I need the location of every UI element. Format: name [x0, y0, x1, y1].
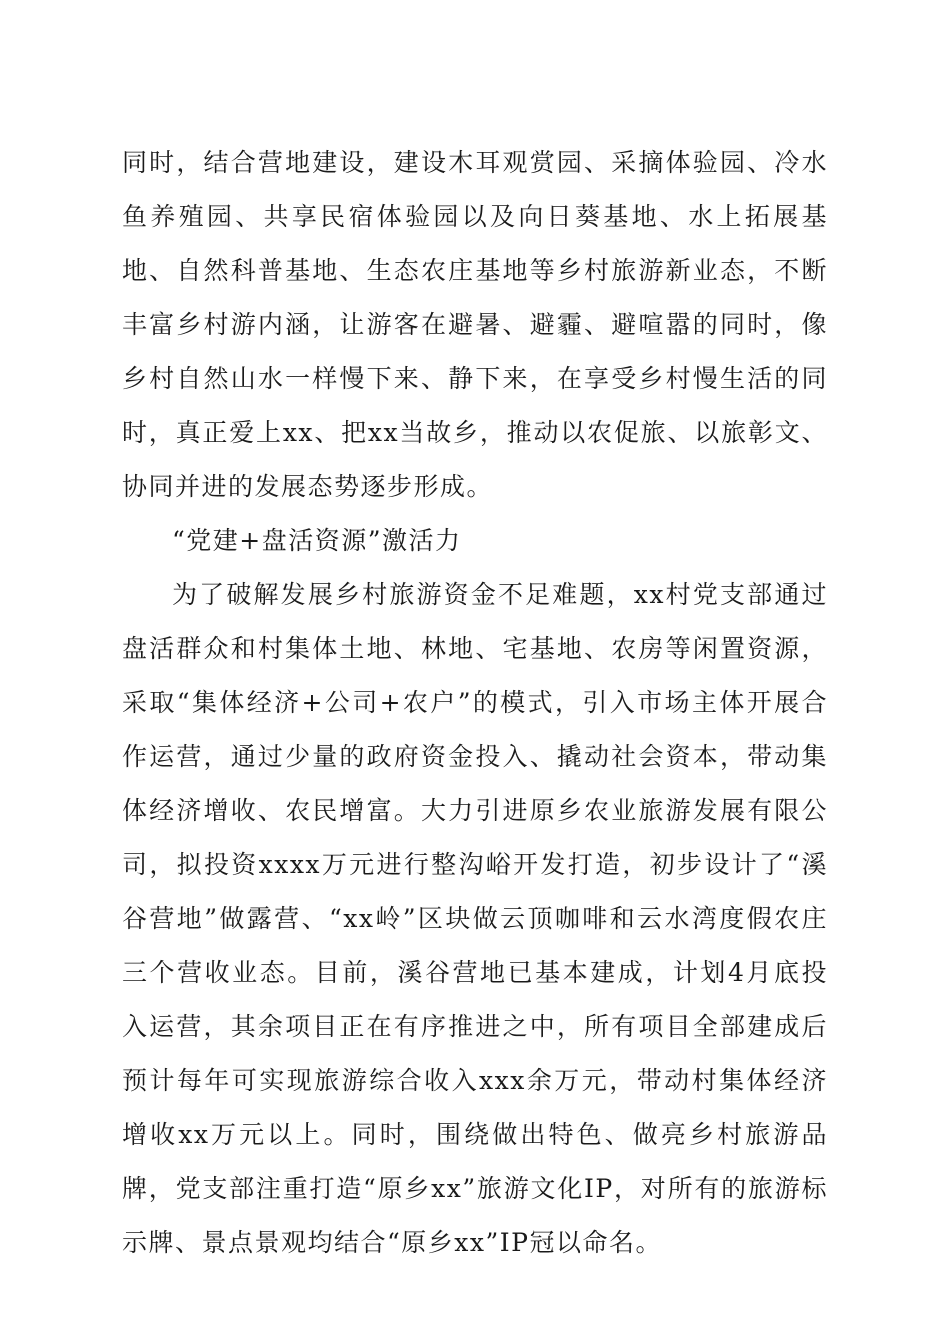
paragraph-revitalize-resources: 为了破解发展乡村旅游资金不足难题，xx村党支部通过盘活群众和村集体土地、林地、宅基地、农房等闲置资源，采取“集体经济+公司+农户”的模式，引入市场主体开展合作运营，通过少量的政府资金投入、撬动社会资本，带动集体经济增收、农民增富。大力引进原乡农业旅游发展有限公司，拟投资xxxx万元进行整沟峪开发打造，初步设计了“溪谷营地”做露营、“xx岭”区块做云顶咖啡和云水湾度假农庄三个营收业态。目前，溪谷营地已基本建成，计划4月底投入运营，其余项目正在有序推进之中，所有项目全部建成后预计每年可实现旅游综合收入xxx余万元，带动村集体经济增收xx万元以上。同时，围绕做出特色、做亮乡村旅游品牌，党支部注重打造“原乡xx”旅游文化IP，对所有的旅游标示牌、景点景观均结合“原乡xx”IP冠以命名。	[122, 580, 828, 1257]
paragraph-tourism-formats: 同时，结合营地建设，建设木耳观赏园、采摘体验园、冷水鱼养殖园、共享民宿体验园以及向日葵基地、水上拓展基地、自然科普基地、生态农庄基地等乡村旅游新业态，不断丰富乡村游内涵，让游客在避暑、避霾、避喧嚣的同时，像乡村自然山水一样慢下来、静下来，在享受乡村慢生活的同时，真正爱上xx、把xx当故乡，推动以农促旅、以旅彰文、协同并进的发展态势逐步形成。	[122, 148, 828, 501]
document-body	[122, 136, 828, 1270]
section-heading: “党建+盘活资源”激活力	[172, 526, 462, 555]
